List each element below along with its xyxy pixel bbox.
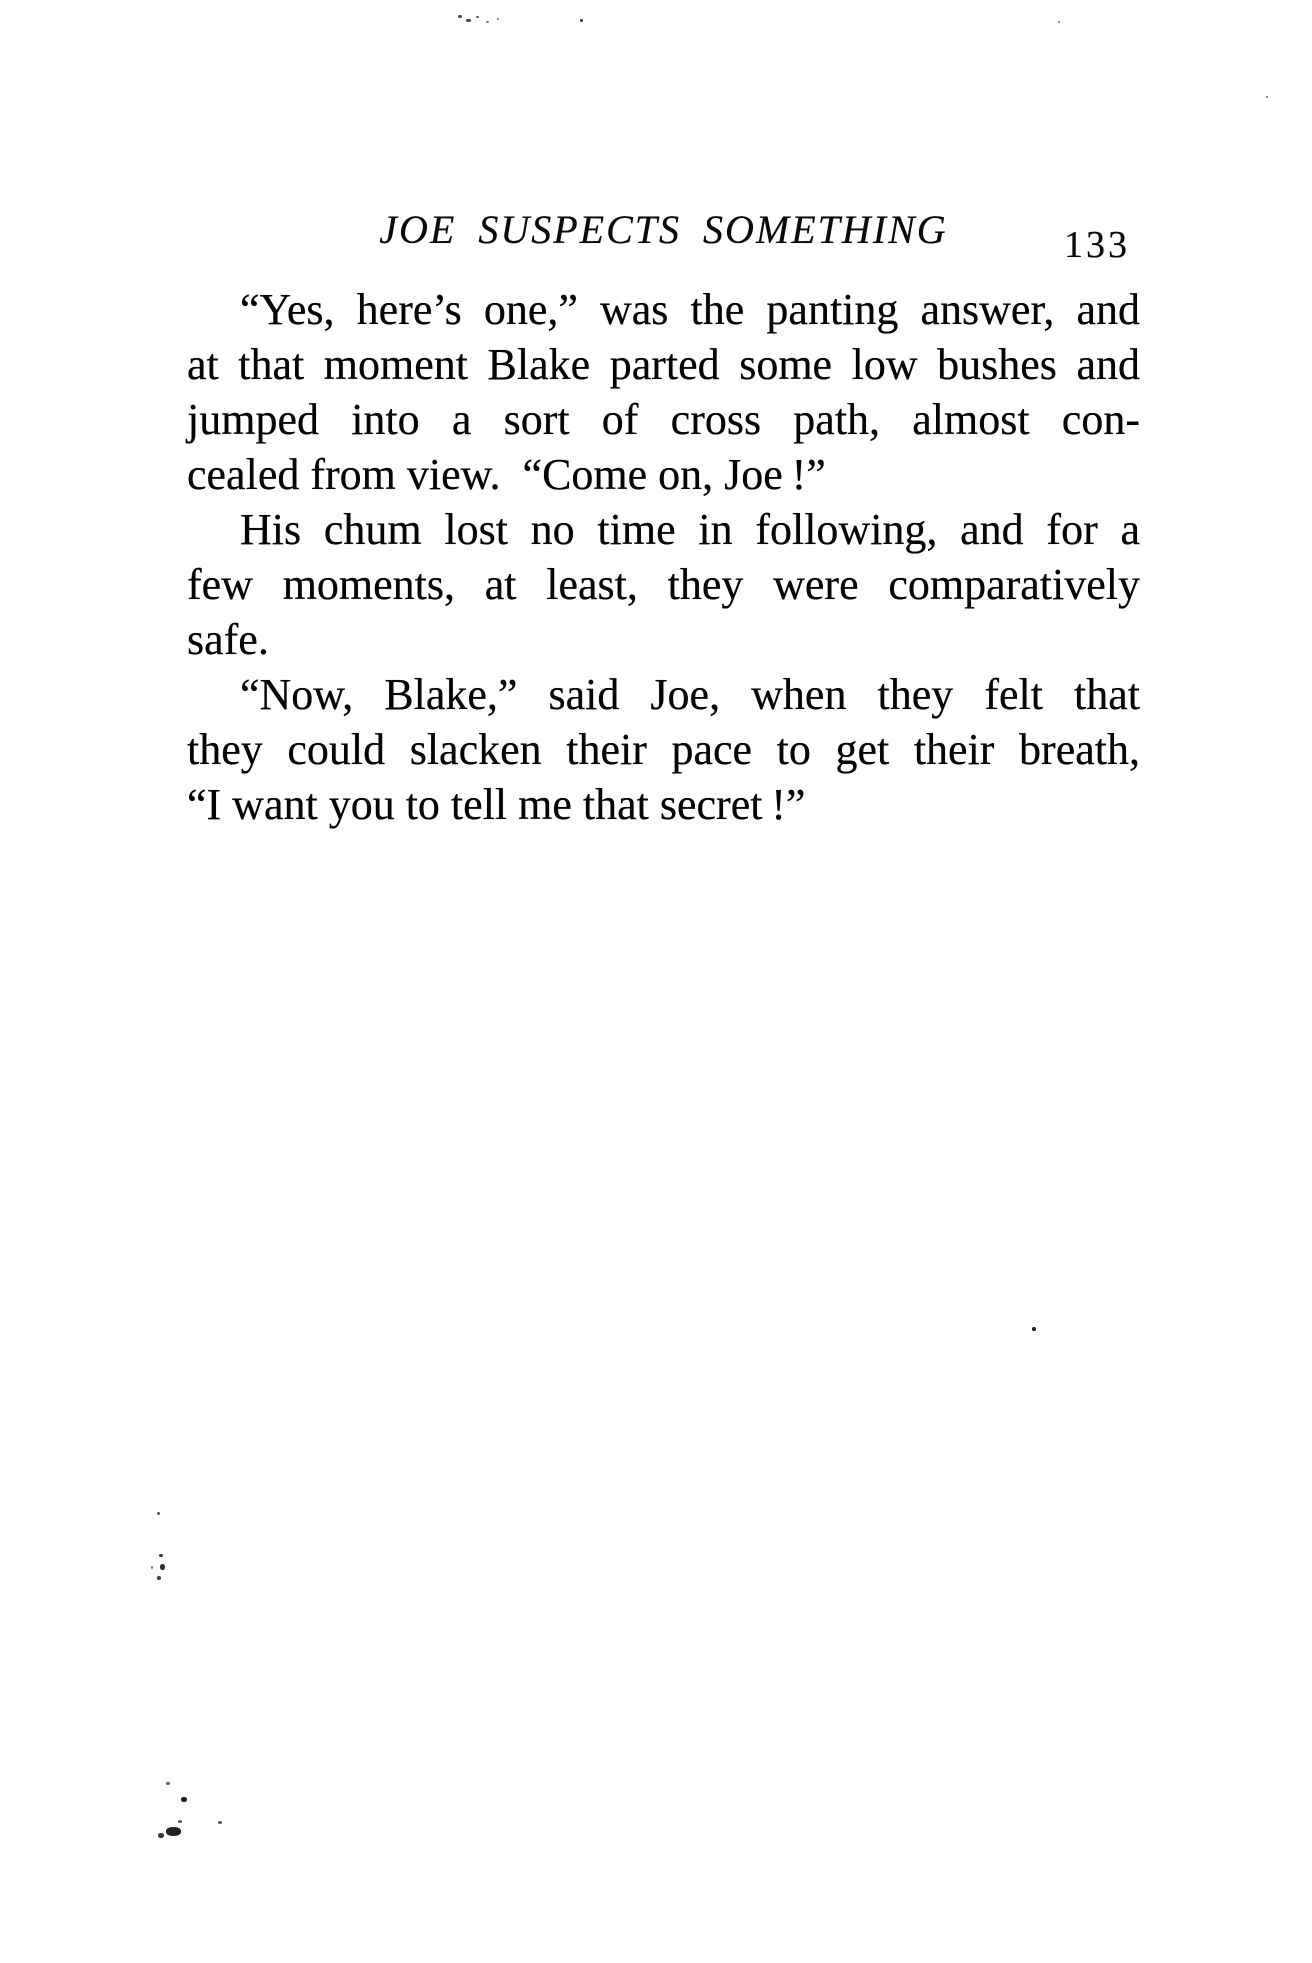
ink-speck: [580, 19, 583, 22]
text-line: “I want you to tell me that secret !”: [187, 780, 806, 829]
ink-speck: [166, 1782, 170, 1785]
text-line: jumped into a sort of cross path, almost con-: [187, 395, 1140, 444]
text-line: “Now, Blake,” said Joe, when they felt that: [240, 670, 1140, 719]
text-line: they could slacken their pace to get their breath,: [187, 725, 1140, 774]
ink-speck: [497, 18, 499, 20]
ink-speck: [159, 1554, 163, 1557]
ink-speck: [178, 1820, 182, 1823]
ink-speck: [158, 1833, 164, 1838]
ink-speck: [458, 15, 462, 18]
ink-speck: [218, 1821, 222, 1824]
text-line: at that moment Blake parted some low bushes and: [187, 340, 1140, 389]
ink-speck: [466, 19, 471, 22]
body-text: [187, 282, 1140, 832]
text-line: “Yes, here’s one,” was the panting answer, and: [240, 285, 1140, 334]
ink-speck: [1058, 21, 1060, 23]
text-line: safe.: [187, 615, 269, 664]
ink-speck: [476, 16, 479, 18]
page-number: 133: [1064, 224, 1130, 266]
ink-speck: [166, 1827, 181, 1836]
ink-speck: [1032, 1327, 1036, 1331]
ink-speck: [157, 1576, 161, 1580]
text-line: His chum lost no time in following, and for a: [240, 505, 1140, 554]
ink-speck: [486, 21, 489, 23]
text-line: cealed from view. “Come on, Joe !”: [187, 450, 826, 499]
ink-speck: [1266, 96, 1268, 98]
ink-speck: [157, 1512, 160, 1515]
ink-speck: [160, 1564, 165, 1570]
ink-speck: [151, 1566, 153, 1569]
ink-speck: [181, 1797, 187, 1802]
running-title: JOE SUSPECTS SOMETHING: [379, 207, 948, 252]
text-line: few moments, at least, they were comparatively: [187, 560, 1140, 609]
